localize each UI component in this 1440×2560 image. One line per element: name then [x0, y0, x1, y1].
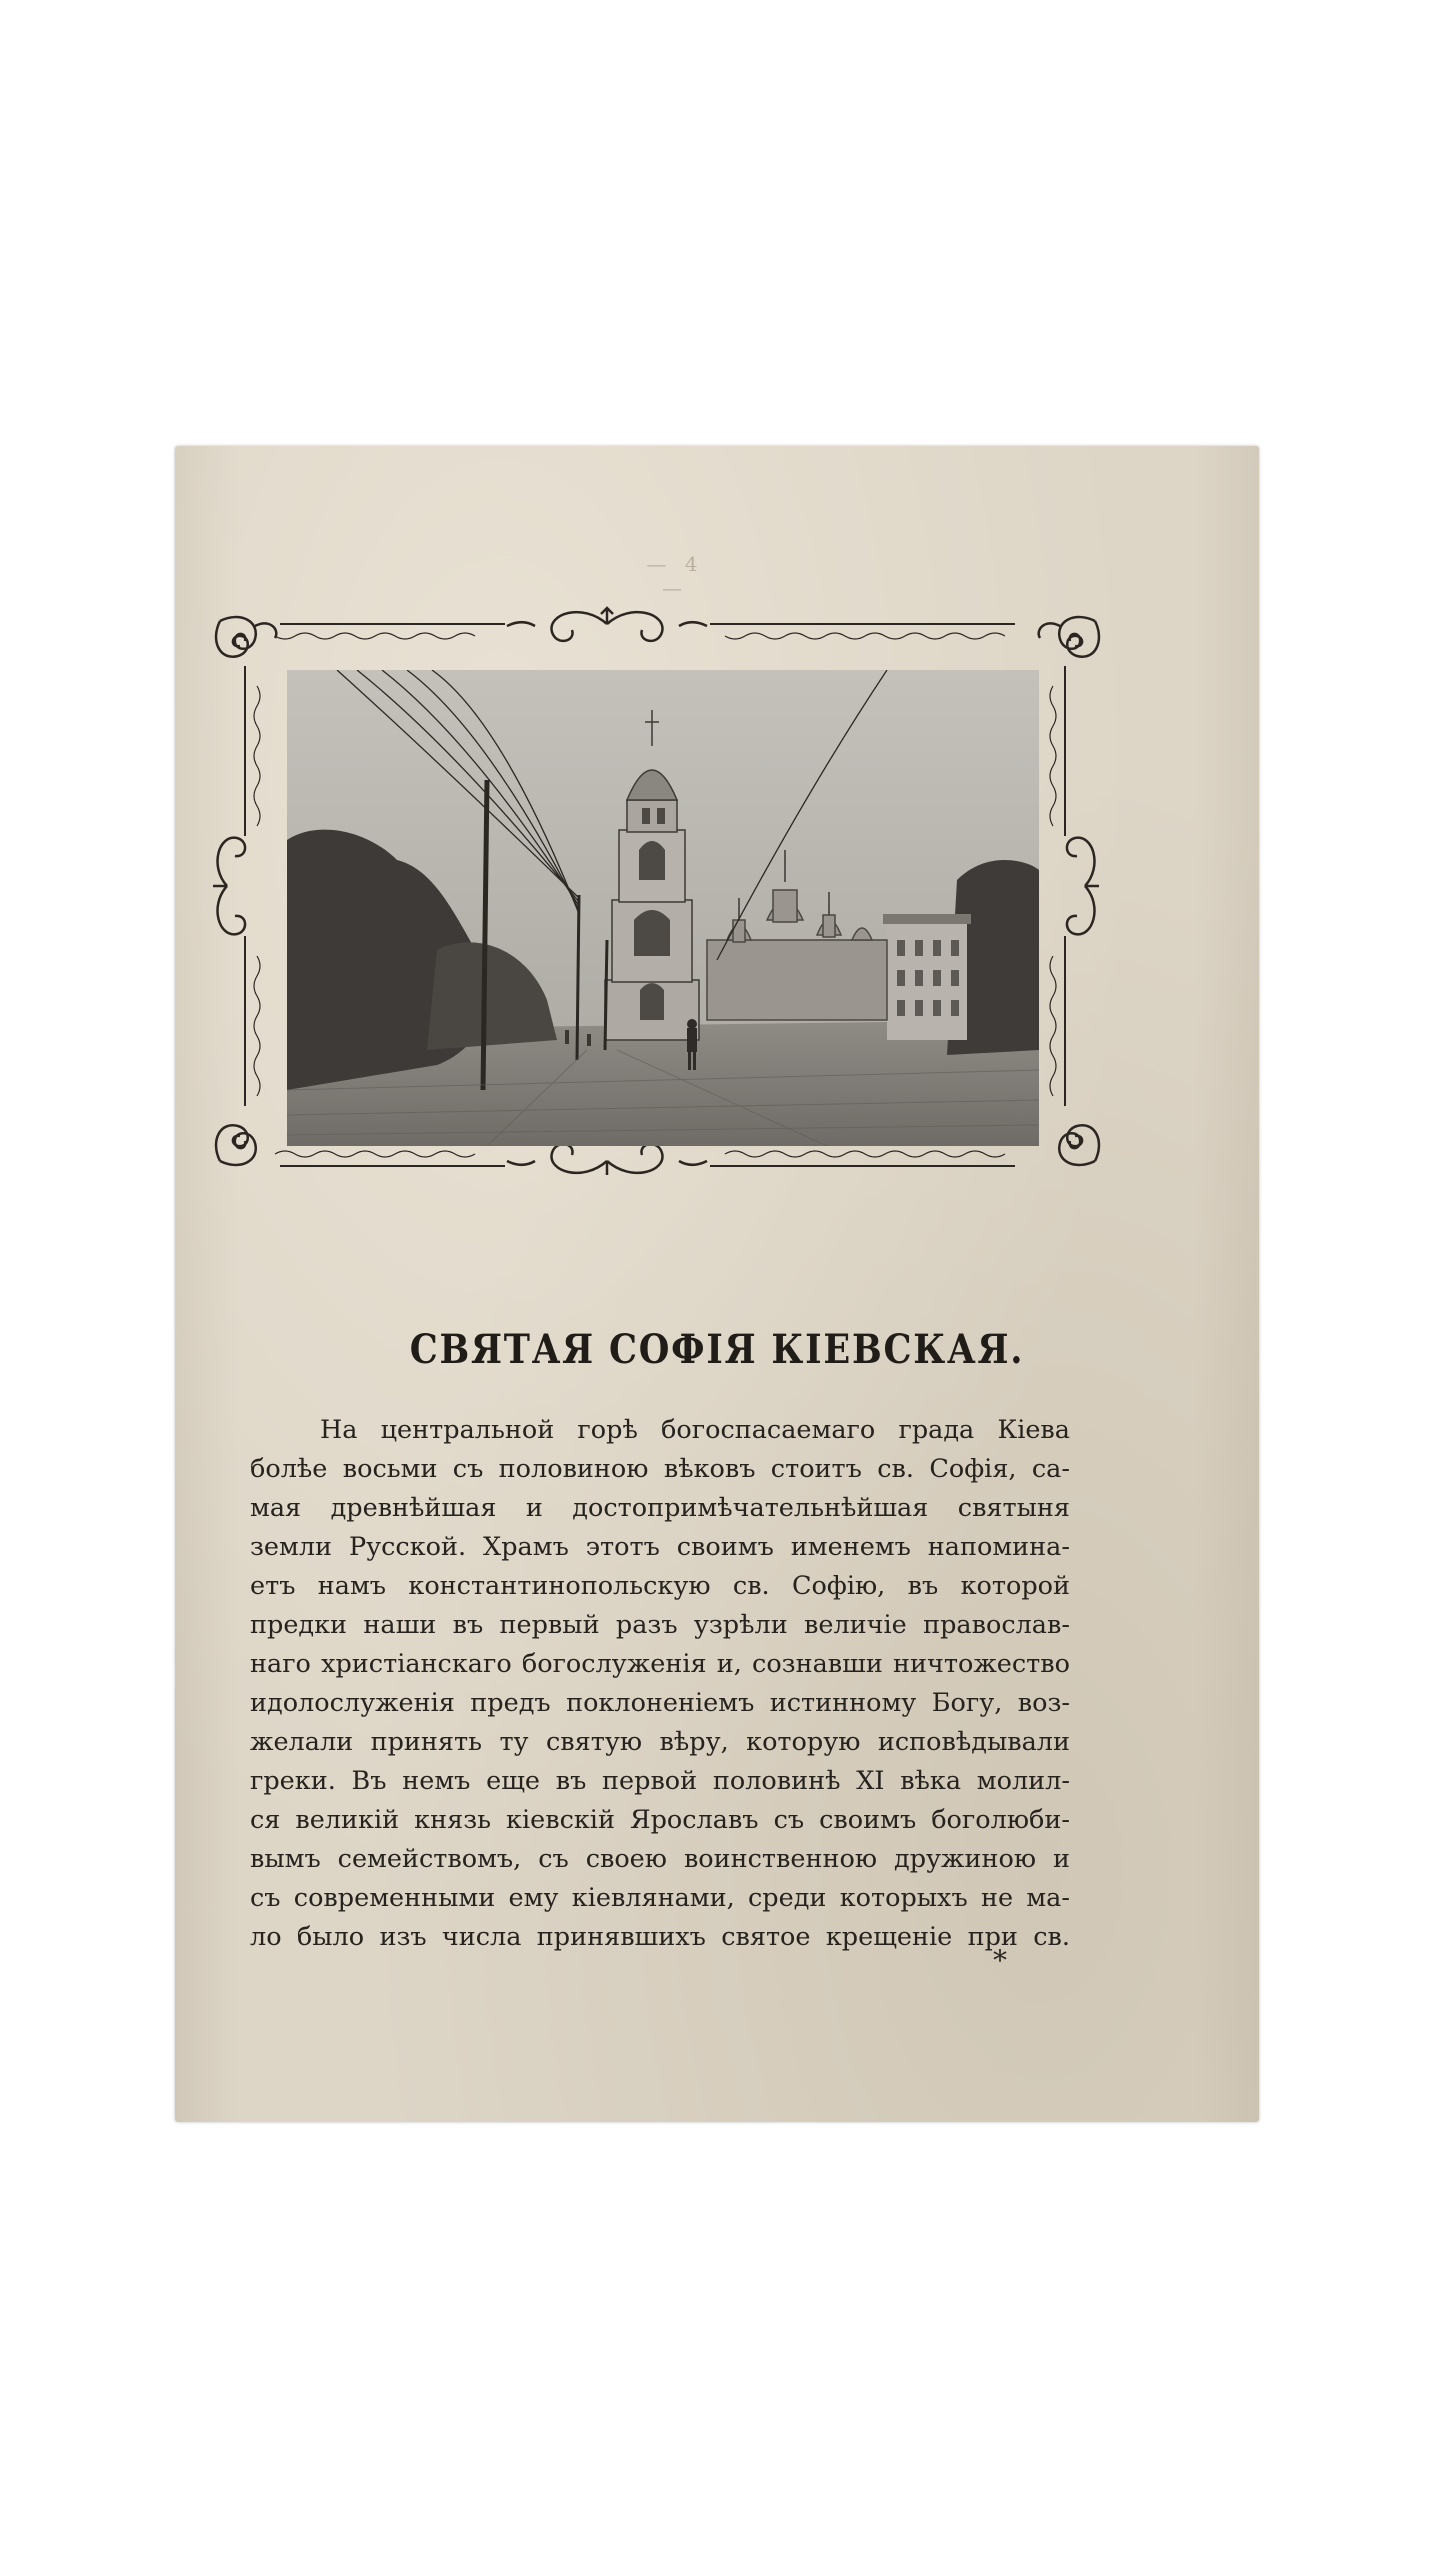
text-line: желали принять ту святую вѣру, которую исповѣдывали: [250, 1727, 1070, 1757]
text-line: болѣе восьми съ половиною вѣковъ стоитъ св. Софія, са-: [250, 1454, 1070, 1484]
page-number: — 4 —: [646, 552, 704, 600]
book-page: [175, 446, 1259, 2122]
text-line: съ современными ему кіевлянами, среди которыхъ не ма-: [250, 1883, 1070, 1913]
footnote-mark: *: [993, 1944, 1007, 1977]
text-line: ся великій князь кіевскій Ярославъ съ своимъ боголюби-: [250, 1805, 1070, 1835]
text-line: вымъ семействомъ, съ своею воинственною дружиною и: [250, 1844, 1070, 1874]
chapter-title: СВЯТАЯ СОФІЯ КІЕВСКАЯ.: [409, 1326, 1025, 1373]
cathedral-photograph: [287, 670, 1039, 1146]
text-line: етъ намъ константинопольскую св. Софію, въ которой: [250, 1571, 1070, 1601]
text-line: наго христіанскаго богослуженія и, сознавши ничтожество: [250, 1649, 1070, 1679]
text-line: земли Русской. Храмъ этотъ своимъ именемъ напомина-: [250, 1532, 1070, 1562]
body-text: [250, 1411, 1070, 1957]
text-line: ло было изъ числа принявшихъ святое крещеніе при св.: [250, 1922, 1070, 1952]
text-line: греки. Въ немъ еще въ первой половинѣ XI вѣка молил-: [250, 1766, 1070, 1796]
text-line: предки наши въ первый разъ узрѣли величіе православ-: [250, 1610, 1070, 1640]
text-line: мая древнѣйшая и достопримѣчательнѣйшая святыня: [250, 1493, 1070, 1523]
text-line: идолослуженія предъ поклоненіемъ истинному Богу, воз-: [250, 1688, 1070, 1718]
text-line: На центральной горѣ богоспасаемаго града Кіева: [320, 1415, 1070, 1445]
